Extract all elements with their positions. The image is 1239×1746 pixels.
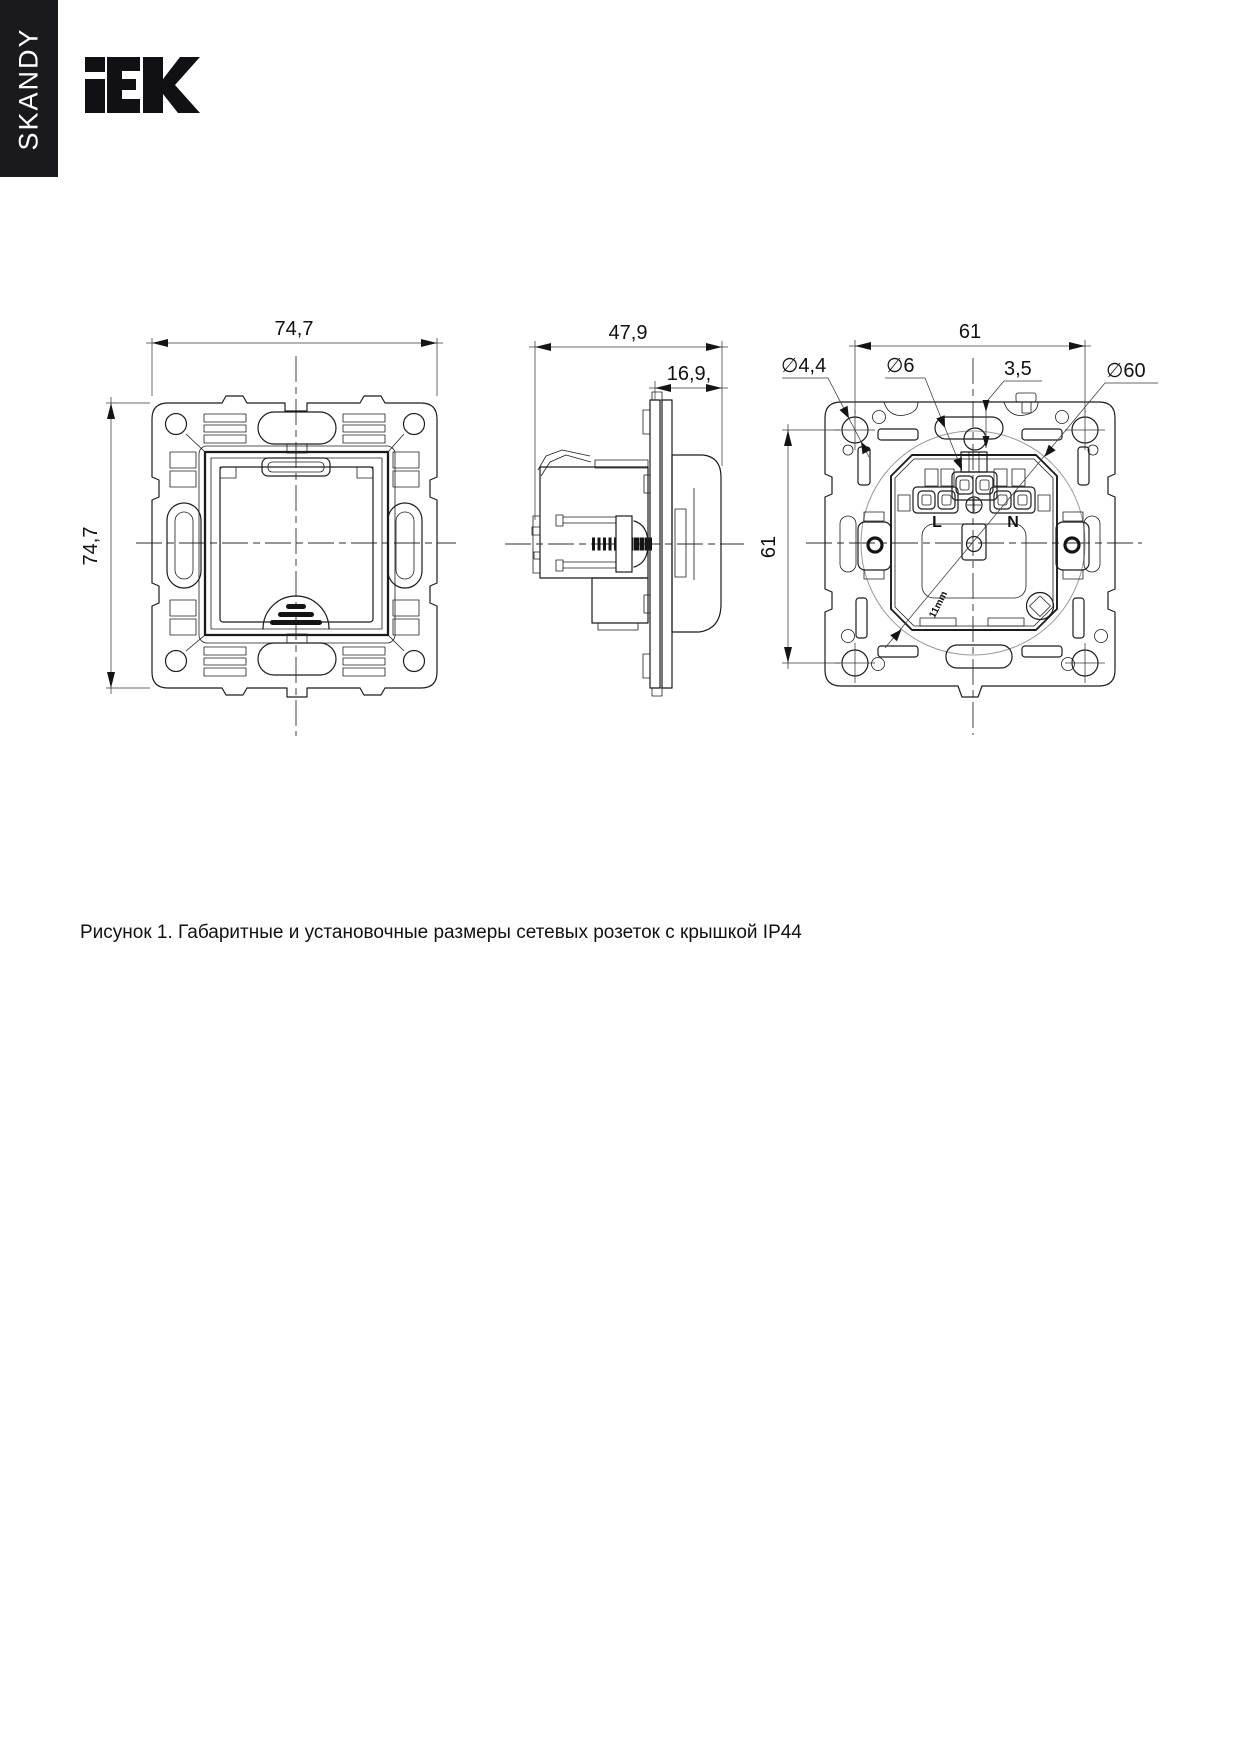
claw-bracket bbox=[616, 516, 632, 572]
rear-view-drawing bbox=[755, 310, 1165, 740]
dim-rear-height: 61 bbox=[758, 535, 780, 559]
skandy-label: SKANDY bbox=[13, 26, 44, 151]
front-view-drawing bbox=[80, 310, 450, 740]
dim-side-cover-depth: 16,9, bbox=[666, 363, 712, 385]
terminal-label-neutral: N bbox=[1007, 514, 1019, 531]
terminal-label-live: L bbox=[932, 514, 942, 531]
front-view-socket-window bbox=[205, 452, 388, 635]
frame-bottom-slot bbox=[946, 645, 1012, 668]
side-view-drawing bbox=[490, 310, 750, 740]
side-view-cover bbox=[672, 455, 721, 632]
center-screw-boss bbox=[962, 524, 986, 560]
rear-view-centerlines bbox=[806, 358, 1142, 735]
side-view-mechanism bbox=[532, 450, 652, 630]
dim-side-depth: 47,9 bbox=[608, 322, 648, 344]
dim-front-height: 74,7 bbox=[80, 526, 102, 566]
dim-claw-hole: ∅4,4 bbox=[781, 355, 827, 377]
figure-caption: Рисунок 1. Габаритные и установочные размеры сетевых розеток с крышкой IP44 bbox=[80, 922, 802, 943]
front-clamp-bottom-left bbox=[204, 647, 246, 676]
iek-logo-glyphs bbox=[85, 57, 200, 113]
assembly-screw-head bbox=[1027, 593, 1054, 620]
claw-screw-bottom-right bbox=[1065, 643, 1105, 683]
front-clamp-top-right bbox=[343, 414, 385, 443]
front-clamp-bottom-right bbox=[343, 647, 385, 676]
depth-note: 11mm bbox=[927, 589, 951, 620]
side-claw-spring bbox=[538, 450, 591, 476]
front-view-centerlines bbox=[136, 356, 456, 736]
iek-logo bbox=[85, 57, 200, 113]
skandy-sidebar bbox=[0, 0, 58, 177]
dim-rear-width: 61 bbox=[958, 321, 982, 343]
dim-bore: ∅60 bbox=[1106, 360, 1146, 382]
rear-claw-left bbox=[858, 512, 891, 579]
front-view-outline bbox=[152, 396, 437, 697]
claw-screw-bottom-left bbox=[835, 643, 875, 683]
dim-boss: ∅6 bbox=[886, 355, 915, 377]
cover-grip-stripes bbox=[270, 604, 322, 625]
dim-front-width: 74,7 bbox=[274, 318, 314, 340]
side-view-dimensions bbox=[529, 322, 728, 520]
terminal-blocks bbox=[898, 469, 1050, 513]
claw-screw-top-right bbox=[1065, 410, 1105, 450]
dim-slot: 3,5 bbox=[1004, 358, 1032, 380]
front-clamp-top-left bbox=[204, 414, 246, 443]
